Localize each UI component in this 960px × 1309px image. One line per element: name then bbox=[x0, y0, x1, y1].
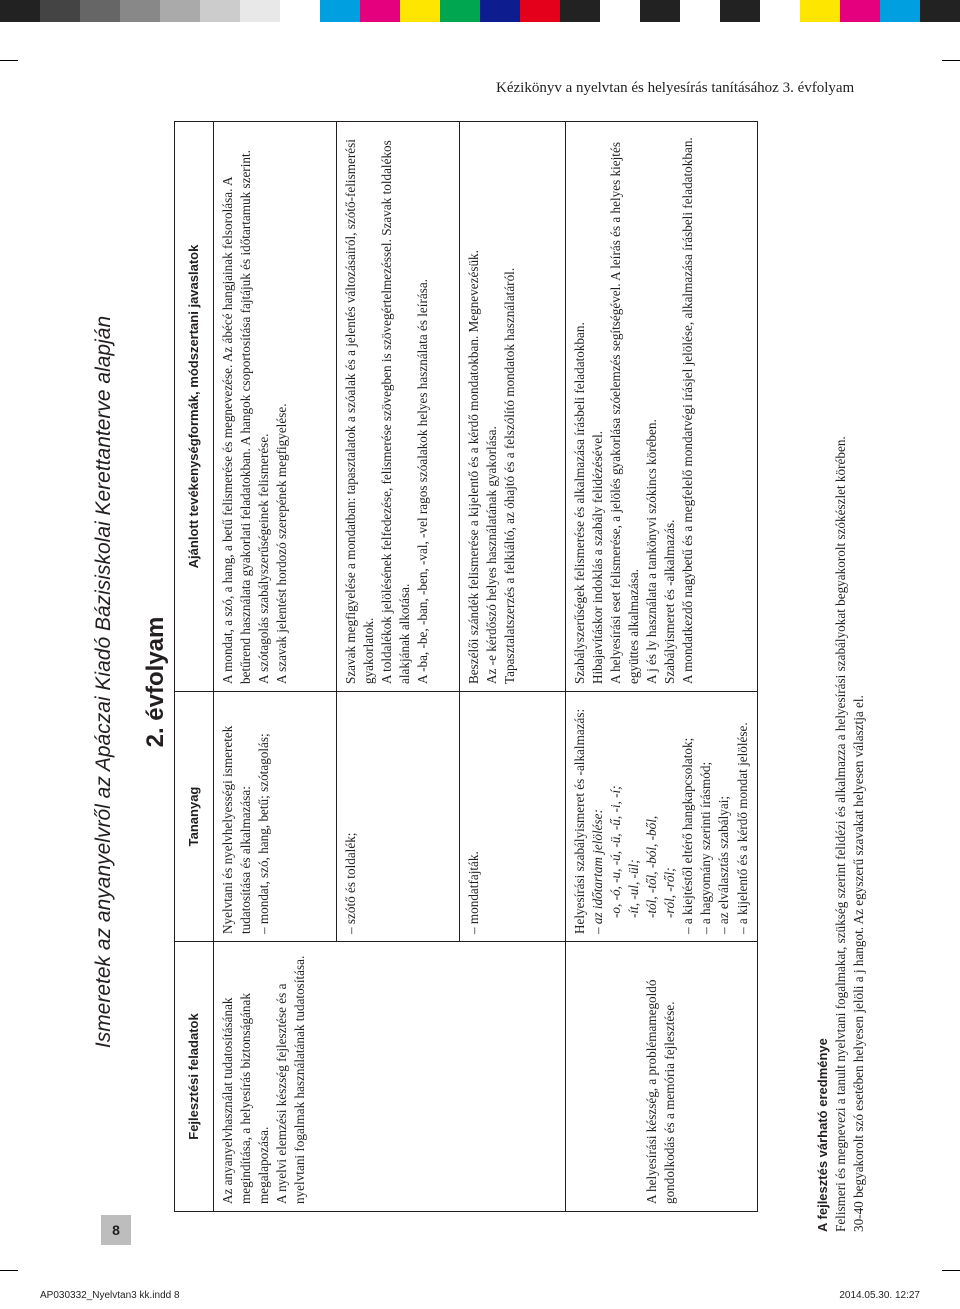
outcome-line: Felismeri és megnevezi a tanult nyelvtani fogalmakat, szükség szerint felidézi és alkalmazza a helyesírási szabályokat begyakorolt szókészlet körében. bbox=[832, 436, 848, 1232]
activity-text: Hibajavításkor indoklás a szabály felidézésével. bbox=[589, 430, 605, 684]
color-swatch bbox=[440, 0, 480, 22]
content-cell bbox=[336, 692, 459, 942]
activity-text: Szabályismeret és -alkalmazás. bbox=[662, 519, 678, 684]
color-swatch bbox=[320, 0, 360, 22]
content-text: Helyesírási szabályismeret és -alkalmazás: bbox=[571, 708, 587, 934]
footer-filename: AP030332_Nyelvtan3 kk.indd 8 bbox=[40, 1290, 180, 1301]
activities-cell bbox=[459, 122, 565, 692]
content-text: -o, -ó, -u, -ú, -ü, -ű, -i, -í; bbox=[607, 785, 623, 918]
color-swatch bbox=[760, 0, 800, 22]
content-cell bbox=[565, 692, 757, 942]
color-swatch bbox=[800, 0, 840, 22]
color-swatch bbox=[280, 0, 320, 22]
color-swatch bbox=[240, 0, 280, 22]
color-swatch bbox=[360, 0, 400, 22]
page-number: 8 bbox=[101, 1215, 131, 1245]
color-swatch bbox=[40, 0, 80, 22]
activity-text: Szavak megfigyelése a mondatban: tapasztalatok a szóalak és a jelentés változásairól, szótő-felismerési gyakorlatok. bbox=[342, 139, 376, 684]
color-swatch bbox=[120, 0, 160, 22]
curriculum-table bbox=[174, 121, 758, 1212]
color-swatch bbox=[600, 0, 640, 22]
content-cell bbox=[459, 692, 565, 942]
content-text: – szótő és toldalék; bbox=[342, 832, 358, 934]
color-swatch bbox=[480, 0, 520, 22]
goals-cell bbox=[213, 942, 565, 1212]
activities-cell bbox=[336, 122, 459, 692]
activity-text: A j és ly használata a tankönyvi szókincs körében. bbox=[644, 419, 660, 684]
content-text: -ról, -ről; bbox=[662, 867, 678, 918]
color-swatch bbox=[200, 0, 240, 22]
goal-text: A helyesírási készség, a problémamegoldó gondolkodás és a memória fejlesztése. bbox=[644, 979, 678, 1204]
content-text: – a kijelentő és a kérdő mondat jelölése. bbox=[734, 722, 750, 934]
color-swatch bbox=[840, 0, 880, 22]
goal-text: Az anyanyelvhasználat tudatosításának megindítása, a helyesírás biztonságának megalapozása. bbox=[219, 993, 271, 1204]
running-header: Kézikönyv a nyelvtan és helyesírás tanításához 3. évfolyam bbox=[496, 80, 855, 96]
outcome-heading: A fejlesztés várható eredménye bbox=[815, 1038, 830, 1232]
activity-text: Az -e kérdőszó helyes használatának gyakorlása. bbox=[483, 426, 499, 684]
grade-heading: 2. évfolyam bbox=[142, 616, 169, 748]
crop-mark bbox=[942, 1270, 960, 1271]
activity-text: Tapasztalatszerzés a felkiáltó, az óhajtó és a felszólító mondatok használatáról. bbox=[501, 267, 517, 684]
activities-cell bbox=[565, 122, 757, 692]
activity-text: A szavak jelentést hordozó szerepének megfigyelése. bbox=[274, 403, 290, 684]
content-text: Nyelvtani és nyelvhelyességi ismeretek tudatosítása és alkalmazása: bbox=[219, 725, 253, 934]
column-header: Tananyag bbox=[175, 692, 214, 942]
table-header-row bbox=[175, 122, 214, 1212]
document-title: Ismeretek az anyanyelvről az Apáczai Kiadó Bázisiskolai Kerettanterve alapján bbox=[92, 315, 115, 1049]
activity-text: A szótagolás szabályszerűségeinek felismerése. bbox=[255, 433, 271, 684]
color-swatch bbox=[720, 0, 760, 22]
crop-mark bbox=[0, 60, 18, 61]
content-text: – a hagyomány szerinti írásmód; bbox=[698, 761, 714, 934]
color-swatch bbox=[400, 0, 440, 22]
content-text: -ít, -ul, -ül; bbox=[626, 859, 642, 918]
footer-timestamp: 2014.05.30. 12:27 bbox=[839, 1290, 920, 1301]
content-text: – a kiejtéstől eltérő hangkapcsolatok; bbox=[680, 737, 696, 934]
expected-outcome bbox=[814, 122, 868, 1232]
column-header: Ajánlott tevékenységformák, módszertani javaslatok bbox=[175, 122, 214, 692]
content-text: – mondat, szó, hang, betű; szótagolás; bbox=[255, 733, 271, 934]
content-text: – az elválasztás szabályai; bbox=[716, 795, 732, 934]
goal-text: A nyelvi elemzési készség fejlesztése és a nyelvtani fogalmak használatának tudatosítása. bbox=[274, 955, 308, 1204]
activity-text: A toldalékok jelölésének felfedezése, felismerése szövegben is szövegértelmezéssel. Szavak toldalékos alakjának alkotása. bbox=[378, 140, 413, 684]
color-swatch bbox=[0, 0, 40, 22]
content-text: – az időtartam jelölése: bbox=[589, 809, 605, 934]
crop-mark bbox=[0, 1270, 18, 1271]
activity-text: Szabályszerűségek felismerése és alkalmazása írásbeli feladatokban. bbox=[571, 322, 587, 684]
activity-text: Beszélői szándék felismerése a kijelentő és a kérdő mondatokban. Megnevezésük. bbox=[465, 250, 481, 684]
color-swatch bbox=[560, 0, 600, 22]
color-swatch bbox=[920, 0, 960, 22]
activity-text: A mondatkezdő nagybetű és a megfelelő mondatvégi írásjel jelölése, alkalmazása írásbeli feladatokban. bbox=[680, 137, 696, 684]
color-swatch bbox=[80, 0, 120, 22]
crop-mark bbox=[942, 60, 960, 61]
table-row bbox=[565, 122, 757, 1212]
print-color-bar bbox=[0, 0, 960, 22]
activities-cell bbox=[213, 122, 336, 692]
color-swatch bbox=[880, 0, 920, 22]
column-header: Fejlesztési feladatok bbox=[175, 942, 214, 1212]
content-cell bbox=[213, 692, 336, 942]
content-text: – mondatfajták. bbox=[465, 851, 481, 934]
goals-cell bbox=[565, 942, 757, 1212]
activity-text: A mondat, a szó, a hang, a betű felismerése és megnevezése. Az ábécé hangjainak felsorolása. A betűrend használata gyakorlati feladatokban. A hangok csoportosítása fajtájuk és időtartamuk szerint. bbox=[219, 150, 253, 684]
rotated-page-content bbox=[92, 112, 867, 1252]
outcome-line: 30-40 begyakorolt szó esetében helyesen jelöli a j hangot. Az egyszerű szavakat helyesen választja el. bbox=[851, 695, 867, 1232]
color-swatch bbox=[680, 0, 720, 22]
table-row bbox=[213, 122, 336, 1212]
color-swatch bbox=[160, 0, 200, 22]
activity-text: A helyesírási eset felismerése, a jelölés gyakorlása szóelemzés segítségével. A leírás és a helyes kiejtés együttes alkalmazása. bbox=[607, 142, 642, 684]
color-swatch bbox=[520, 0, 560, 22]
content-text: -tól, -től, -ból, -ből, bbox=[644, 815, 660, 918]
color-swatch bbox=[640, 0, 680, 22]
activity-text: A -ba, -be, -ban, -ben, -val, -vel ragos szóalakok helyes használata és leírása. bbox=[415, 279, 431, 684]
